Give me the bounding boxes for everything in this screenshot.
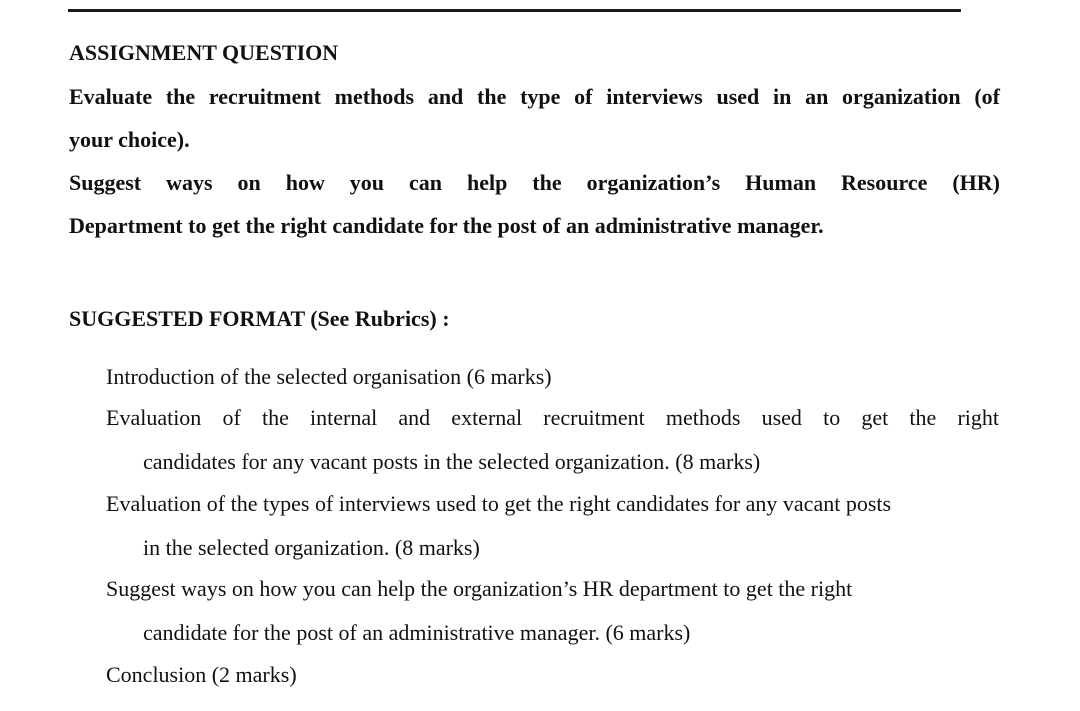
format-item-suggestions-cont: candidate for the post of an administrative manager. (6 marks) (143, 620, 691, 645)
question-line-4: Department to get the right candidate for the post of an administrative manager. (69, 213, 824, 238)
assignment-heading: ASSIGNMENT QUESTION (69, 40, 339, 65)
format-item-suggestions: Suggest ways on how you can help the organization’s HR department to get the right (106, 576, 853, 601)
format-item-interview-evaluation-cont: in the selected organization. (8 marks) (143, 535, 480, 560)
format-item-conclusion: Conclusion (2 marks) (106, 662, 297, 687)
question-line-2: your choice). (69, 127, 190, 152)
format-item-interview-evaluation: Evaluation of the types of interviews used to get the right candidates for any vacant posts (106, 491, 892, 516)
format-item-introduction: Introduction of the selected organisation (6 marks) (106, 364, 552, 389)
top-divider (68, 9, 961, 12)
format-item-recruitment-evaluation-cont: candidates for any vacant posts in the selected organization. (8 marks) (143, 449, 761, 474)
question-line-1: Evaluate the recruitment methods and the type of interviews used in an organization (of (69, 84, 1000, 109)
format-heading: SUGGESTED FORMAT (See Rubrics) : (69, 306, 450, 331)
format-item-recruitment-evaluation: Evaluation of the internal and external recruitment methods used to get the right (106, 405, 999, 430)
question-line-3: Suggest ways on how you can help the organization’s Human Resource (HR) (69, 170, 1000, 195)
